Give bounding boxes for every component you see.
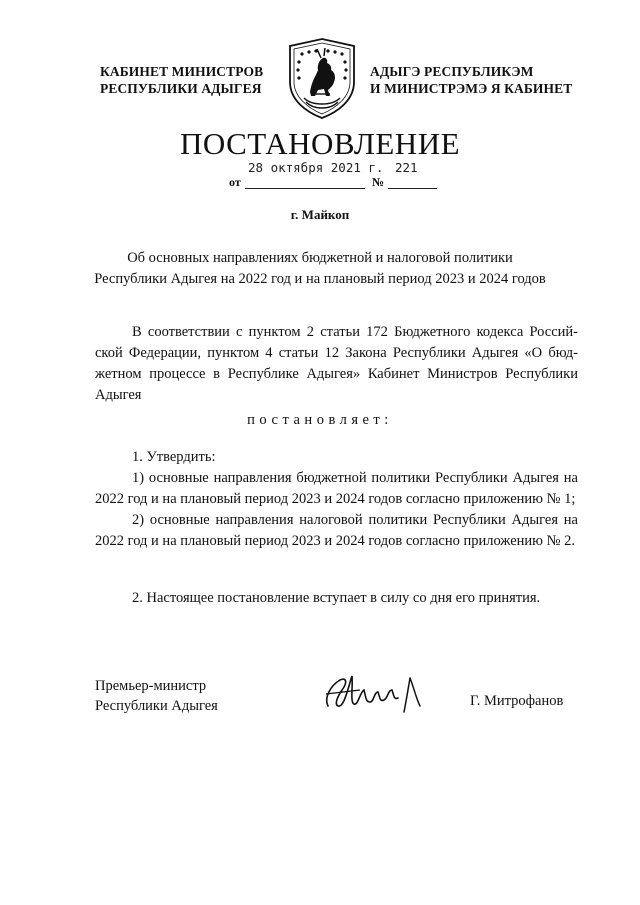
number-handwritten: 221 bbox=[395, 160, 418, 175]
item-1-sub-2: 2) основные направления налоговой политики Республики Адыгея на 2022 год и на плановый период 2023 и 2024 годов согласно приложению № 2. bbox=[95, 512, 578, 549]
resolves-heading: постановляет: bbox=[247, 412, 393, 428]
republic-coat-of-arms-icon bbox=[284, 36, 360, 120]
signee-name: Г. Митрофанов bbox=[470, 693, 564, 709]
org-name-right-line1: АДЫГЭ РЕСПУБЛИКЭМ bbox=[370, 64, 534, 79]
date-label: от bbox=[229, 175, 241, 189]
date-underline bbox=[245, 188, 365, 189]
item-1: 1. Утвердить: bbox=[132, 449, 216, 465]
subject-line-1: Об основных направлениях бюджетной и налоговой политики bbox=[127, 250, 513, 266]
org-name-left-line2: РЕСПУБЛИКИ АДЫГЕЯ bbox=[100, 81, 262, 96]
number-underline bbox=[388, 188, 437, 189]
document-subject bbox=[0, 248, 640, 290]
date-handwritten: 28 октября 2021 г. bbox=[248, 160, 384, 175]
items-list bbox=[95, 447, 578, 552]
signer-title bbox=[95, 676, 218, 716]
subject-line-2: Республики Адыгея на 2022 год и на плановый период 2023 и 2024 годов bbox=[94, 271, 546, 287]
org-name-left-line1: КАБИНЕТ МИНИСТРОВ bbox=[100, 64, 264, 79]
signer-title-line1: Премьер-министр bbox=[95, 678, 207, 694]
org-name-left bbox=[100, 63, 270, 97]
document-title: ПОСТАНОВЛЕНИЕ bbox=[179, 126, 461, 161]
org-name-right-line2: И МИНИСТРЭМЭ Я КАБИНЕТ bbox=[370, 81, 573, 96]
item-2: 2. Настоящее постановление вступает в силу со дня его принятия. bbox=[132, 590, 541, 606]
number-label: № bbox=[372, 175, 385, 189]
preamble-paragraph: В соответствии с пунктом 2 статьи 172 Бюджетного кодекса Россий-ской Федерации, пунктом 4 статьи 12 Закона Республики Адыгея «О бюд-жетном процессе в Республике Адыгея» Кабинет Министров Республики Адыгея bbox=[95, 324, 578, 403]
org-name-right bbox=[370, 63, 580, 97]
city: г. Майкоп bbox=[290, 207, 350, 222]
signature-image bbox=[320, 668, 430, 716]
signer-title-line2: Республики Адыгея bbox=[95, 698, 218, 714]
item-1-sub-1: 1) основные направления бюджетной политики Республики Адыгея на 2022 год и на плановый период 2023 и 2024 годов согласно приложению № 1; bbox=[95, 470, 578, 507]
